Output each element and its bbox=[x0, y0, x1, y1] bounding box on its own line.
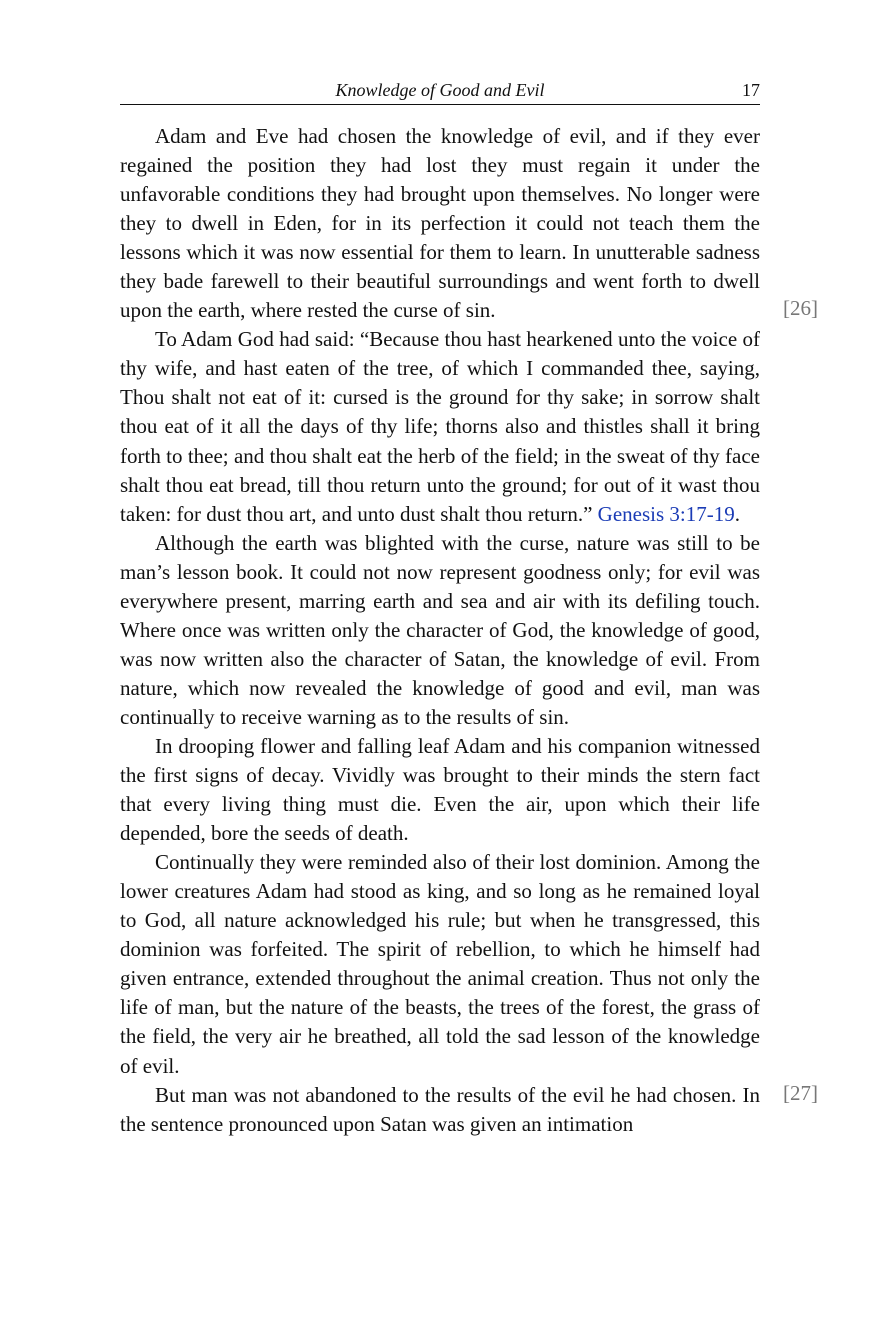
paragraph bbox=[120, 325, 760, 528]
paragraph-end-punctuation: . bbox=[734, 501, 740, 526]
body-text bbox=[120, 122, 760, 1139]
page-number: 17 bbox=[742, 80, 760, 100]
paragraph: Although the earth was blighted with the curse, nature was still to be man’s lesson book. It could not now represent goodness only; for evil was everywhere present, marring earth and sea and air with its defiling touch. Where once was written only the character of God, the knowledge of good, was now written also the character of Satan, the knowledge of evil. From nature, which now revealed the knowledge of good and evil, man was continually to receive warning as to the results of sin. bbox=[120, 530, 760, 729]
paragraph-text: To Adam God had said: “Because thou hast hearkened unto the voice of thy wife, and hast eaten of the tree, of which I commanded thee, saying, Thou shalt not eat of it: cursed is the ground for thy sake; in sorrow shalt thou eat of it all the days of thy life; thorns also and thistles shall it bring forth to thee; and thou shalt eat the herb of the field; in the sweat of thy face shalt thou eat bread, till thou return unto the ground; for out of it wast thou taken: for dust thou art, and unto dust shalt thou return.” bbox=[120, 327, 760, 526]
paragraph: Continually they were reminded also of their lost dominion. Among the lower creatures Adam had stood as king, and so long as he remained loyal to God, all nature acknowledged his rule; but when he transgressed, this dominion was forfeited. The spirit of rebellion, to which he himself had given entrance, extended throughout the animal creation. Thus not only the life of man, but the nature of the beasts, the trees of the forest, the grass of the field, the very air he breathed, all told the sad lesson of the knowledge of evil. bbox=[120, 850, 760, 1078]
paragraph: Adam and Eve had chosen the knowledge of evil, and if they ever regained the position they had lost they must regain it under the unfavorable conditions they had brought upon themselves. No longer were they to dwell in Eden, for in its perfection it could not teach them the lessons which it was now essential for them to learn. In unutterable sadness they bade farewell to their beautiful surroundings and went forth to dwell upon the earth, where rested the curse of sin. bbox=[120, 124, 760, 323]
running-title: Knowledge of Good and Evil bbox=[335, 80, 545, 100]
scripture-reference-link[interactable]: Genesis 3:17-19 bbox=[597, 501, 735, 526]
margin-page-reference: [27] bbox=[783, 1081, 818, 1105]
margin-page-reference: [26] bbox=[783, 296, 818, 320]
paragraph: But man was not abandoned to the results of the evil he had chosen. In the sentence pronounced upon Satan was given an intimation bbox=[120, 1082, 760, 1136]
paragraph: In drooping flower and falling leaf Adam and his companion witnessed the first signs of decay. Vividly was brought to their minds the stern fact that every living thing must die. Even the air, upon which their life depended, bore the seeds of death. bbox=[120, 733, 760, 846]
header-rule bbox=[120, 104, 760, 105]
page-header bbox=[120, 78, 760, 104]
